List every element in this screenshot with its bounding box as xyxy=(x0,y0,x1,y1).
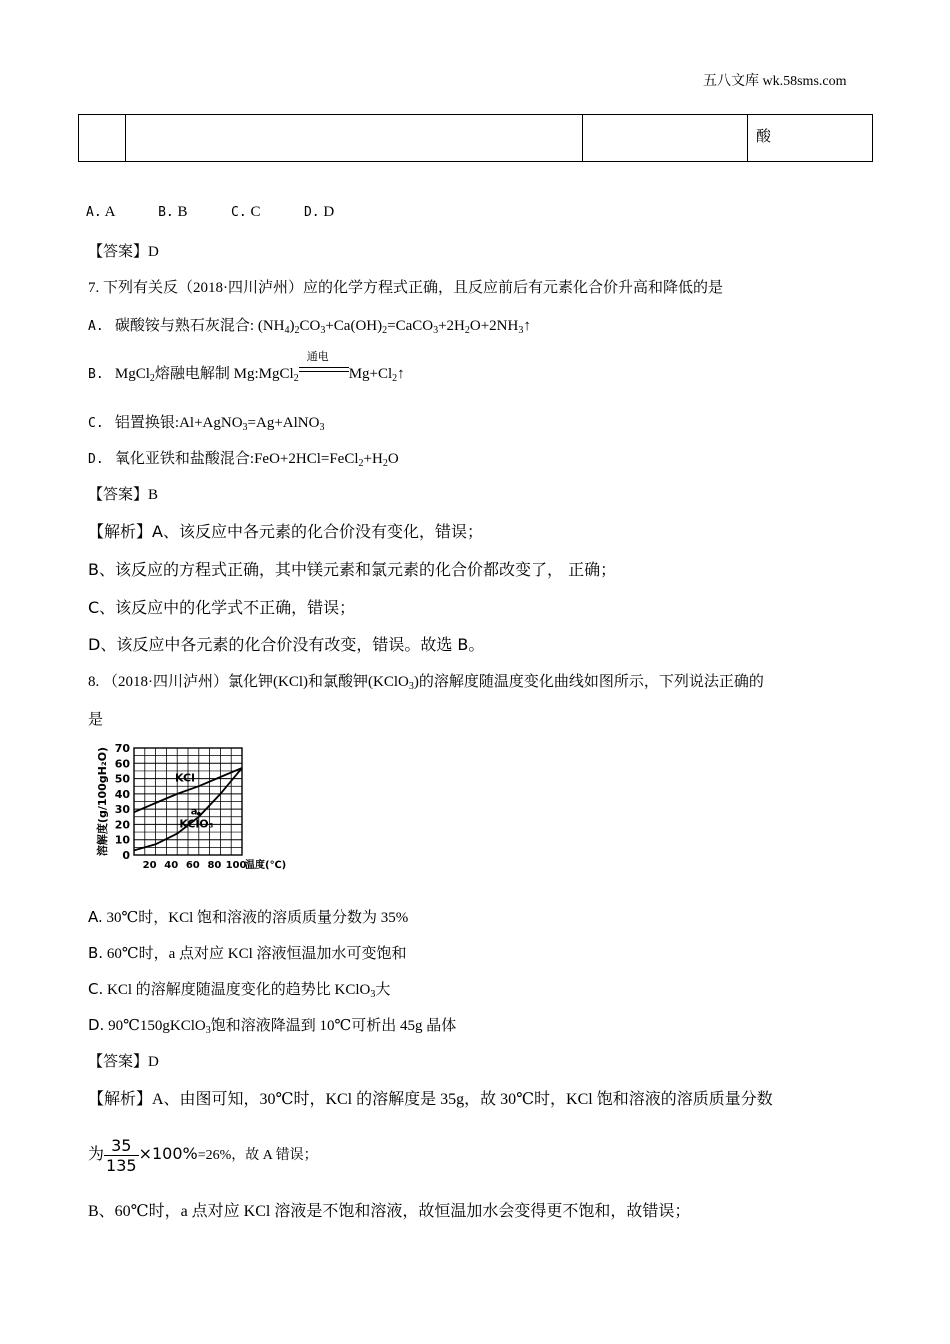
q7-option-d xyxy=(88,447,399,469)
option-text: ) xyxy=(289,318,295,334)
analysis-text: =26%，故 A 错误； xyxy=(197,1148,318,1164)
q8-option-c xyxy=(88,978,390,1000)
option-text: O+2NH xyxy=(469,318,519,334)
q8-option-b xyxy=(88,942,407,963)
option-letter: A. xyxy=(88,319,104,334)
table-fragment xyxy=(78,114,873,162)
option-text: C xyxy=(250,204,261,220)
option-text: ↑ xyxy=(523,318,531,334)
series-label: KClO₃ xyxy=(179,817,214,831)
series-label: KCl xyxy=(175,771,195,785)
fraction-denominator: 135 xyxy=(106,1156,137,1175)
subscript: 3 xyxy=(242,422,248,433)
option-letter: C. xyxy=(231,205,247,220)
subscript: 3 xyxy=(370,989,376,1000)
option-text: +Ca(OH) xyxy=(325,318,383,334)
q8-option-d xyxy=(88,1014,456,1036)
option-text: +H xyxy=(363,451,383,467)
option-text: 饱和溶液降温到 10℃可析出 45g 晶体 xyxy=(210,1018,457,1034)
subscript: 3 xyxy=(205,1025,211,1036)
subscript: 2 xyxy=(293,373,299,384)
option-text: +2H xyxy=(438,318,465,334)
subscript: 3 xyxy=(320,325,326,336)
analysis-text: 为 xyxy=(88,1146,105,1164)
q7-option-b xyxy=(88,351,405,384)
x-tick-label: 60 xyxy=(185,860,200,871)
subscript: 4 xyxy=(284,325,290,336)
q7-analysis-line: C、该反应中的化学式不正确，错误； xyxy=(88,598,356,617)
option-text: D xyxy=(323,204,335,220)
condition-label: 通电 xyxy=(306,351,329,363)
q8-analysis-formula xyxy=(88,1136,318,1175)
subscript: 3 xyxy=(408,681,414,692)
q7-stem: 7. 下列有关反（2018·四川泸州）应的化学方程式正确，且反应前后有元素化合价升高和降低的是 xyxy=(88,280,723,296)
option-letter: B. xyxy=(158,205,174,220)
option-letter: C. xyxy=(88,416,104,431)
option-text: Mg+Cl xyxy=(348,366,393,382)
subscript: 2 xyxy=(392,373,398,384)
q8-analysis-line: B、60℃时，a 点对应 KCl 溶液是不饱和溶液，故恒温加水会变得更不饱和，故错误； xyxy=(88,1203,691,1220)
option-text: 熔融电解制 Mg:MgCl xyxy=(154,366,294,382)
q7-analysis-line: D、该反应中各元素的化合价没有改变，错误。故选 B。 xyxy=(88,635,485,654)
q8-answer: 【答案】D xyxy=(88,1054,159,1070)
table-cell xyxy=(583,115,748,162)
y-tick-label: 50 xyxy=(114,772,130,786)
header-site: 五八文库 wk.58sms.com xyxy=(703,74,847,89)
option-letter: D. xyxy=(88,452,104,467)
y-tick-label: 0 xyxy=(122,849,130,862)
q7-option-a xyxy=(88,314,531,336)
y-tick-label: 20 xyxy=(114,818,130,832)
q6-options xyxy=(86,204,334,221)
option-text: KCl 的溶解度随温度变化的趋势比 KClO xyxy=(107,982,371,998)
fraction xyxy=(104,1136,139,1175)
y-tick-label: 60 xyxy=(114,757,130,771)
subscript: 2 xyxy=(382,458,388,469)
stem-text: )的溶解度随温度变化曲线如图所示，下列说法正确的 xyxy=(413,674,764,690)
option-letter: B. xyxy=(88,944,104,962)
q8-stem xyxy=(88,670,764,692)
analysis-text: A、该反应中各元素的化合价没有变化，错误； xyxy=(152,522,483,541)
option-letter: B. xyxy=(88,367,104,382)
reaction-condition xyxy=(299,351,349,380)
option-text: 60℃时，a 点对应 KCl 溶液恒温加水可变饱和 xyxy=(106,946,407,962)
y-axis-label: 溶解度(g/100gH₂O) xyxy=(96,746,109,857)
option-text: 铝置换银:Al+AgNO xyxy=(114,415,243,431)
analysis-text: ×100% xyxy=(138,1144,198,1164)
q8-analysis-line: 【解析】A、由图可知，30℃时，KCl 的溶解度是 35g，故 30℃时，KCl 饱和溶液的溶质质量分数 xyxy=(88,1091,773,1108)
fraction-numerator: 35 xyxy=(104,1136,139,1156)
q7-analysis-line xyxy=(88,519,483,542)
option-text: 碳酸铵与熟石灰混合: (NH xyxy=(114,318,285,334)
x-axis-label: 温度(℃) xyxy=(245,860,287,871)
q7-analysis-line: B、该反应的方程式正确，其中镁元素和氯元素的化合价都改变了， 正确； xyxy=(88,560,617,579)
table-cell xyxy=(79,115,126,162)
y-tick-label: 40 xyxy=(114,787,130,801)
option-text: 90℃150gKClO xyxy=(108,1018,206,1034)
option-text: 氧化亚铁和盐酸混合:FeO+2HCl=FeCl xyxy=(114,451,359,467)
option-letter: D. xyxy=(88,1016,105,1034)
q8-stem-cont: 是 xyxy=(88,712,104,728)
x-tick-label: 40 xyxy=(164,860,179,871)
option-text: B xyxy=(177,204,188,220)
option-text: A xyxy=(104,204,115,220)
option-text: 30℃时，KCl 饱和溶液的溶质质量分数为 35% xyxy=(106,910,409,926)
subscript: 3 xyxy=(319,422,325,433)
y-tick-label: 70 xyxy=(114,742,130,755)
analysis-head: 【解析】 xyxy=(88,522,153,541)
y-tick-label: 10 xyxy=(114,833,130,847)
subscript: 2 xyxy=(294,325,300,336)
solubility-chart xyxy=(92,740,312,875)
option-text: O xyxy=(387,451,399,467)
annotation-label: a xyxy=(190,806,198,818)
subscript: 2 xyxy=(149,373,155,384)
y-tick-label: 30 xyxy=(114,803,130,817)
subscript: 3 xyxy=(433,325,439,336)
option-text: MgCl xyxy=(114,366,150,382)
x-tick-label: 100 xyxy=(225,860,247,871)
option-letter: C. xyxy=(88,980,104,998)
x-tick-label: 80 xyxy=(207,860,222,871)
table-cell: 酸 xyxy=(748,115,873,162)
subscript: 2 xyxy=(382,325,388,336)
subscript: 2 xyxy=(358,458,364,469)
chart-grid xyxy=(134,748,242,855)
option-text: ↑ xyxy=(397,366,405,382)
option-letter: A. xyxy=(88,908,103,926)
option-letter: A. xyxy=(86,205,102,220)
option-text: CO xyxy=(299,318,321,334)
option-text: =CaCO xyxy=(387,318,434,334)
option-text: =Ag+AlNO xyxy=(247,415,320,431)
x-tick-label: 20 xyxy=(142,860,157,871)
subscript: 3 xyxy=(518,325,524,336)
q7-answer: 【答案】B xyxy=(88,487,159,503)
stem-text: 8. （2018·四川泸州）氯化钾(KCl)和氯酸钾(KClO xyxy=(88,674,409,690)
subscript: 2 xyxy=(464,325,470,336)
option-text: 大 xyxy=(375,982,391,998)
q6-answer: 【答案】D xyxy=(88,244,159,260)
q7-option-c xyxy=(88,411,324,433)
option-letter: D. xyxy=(303,205,320,220)
table-cell xyxy=(126,115,583,162)
q8-option-a xyxy=(88,906,408,927)
